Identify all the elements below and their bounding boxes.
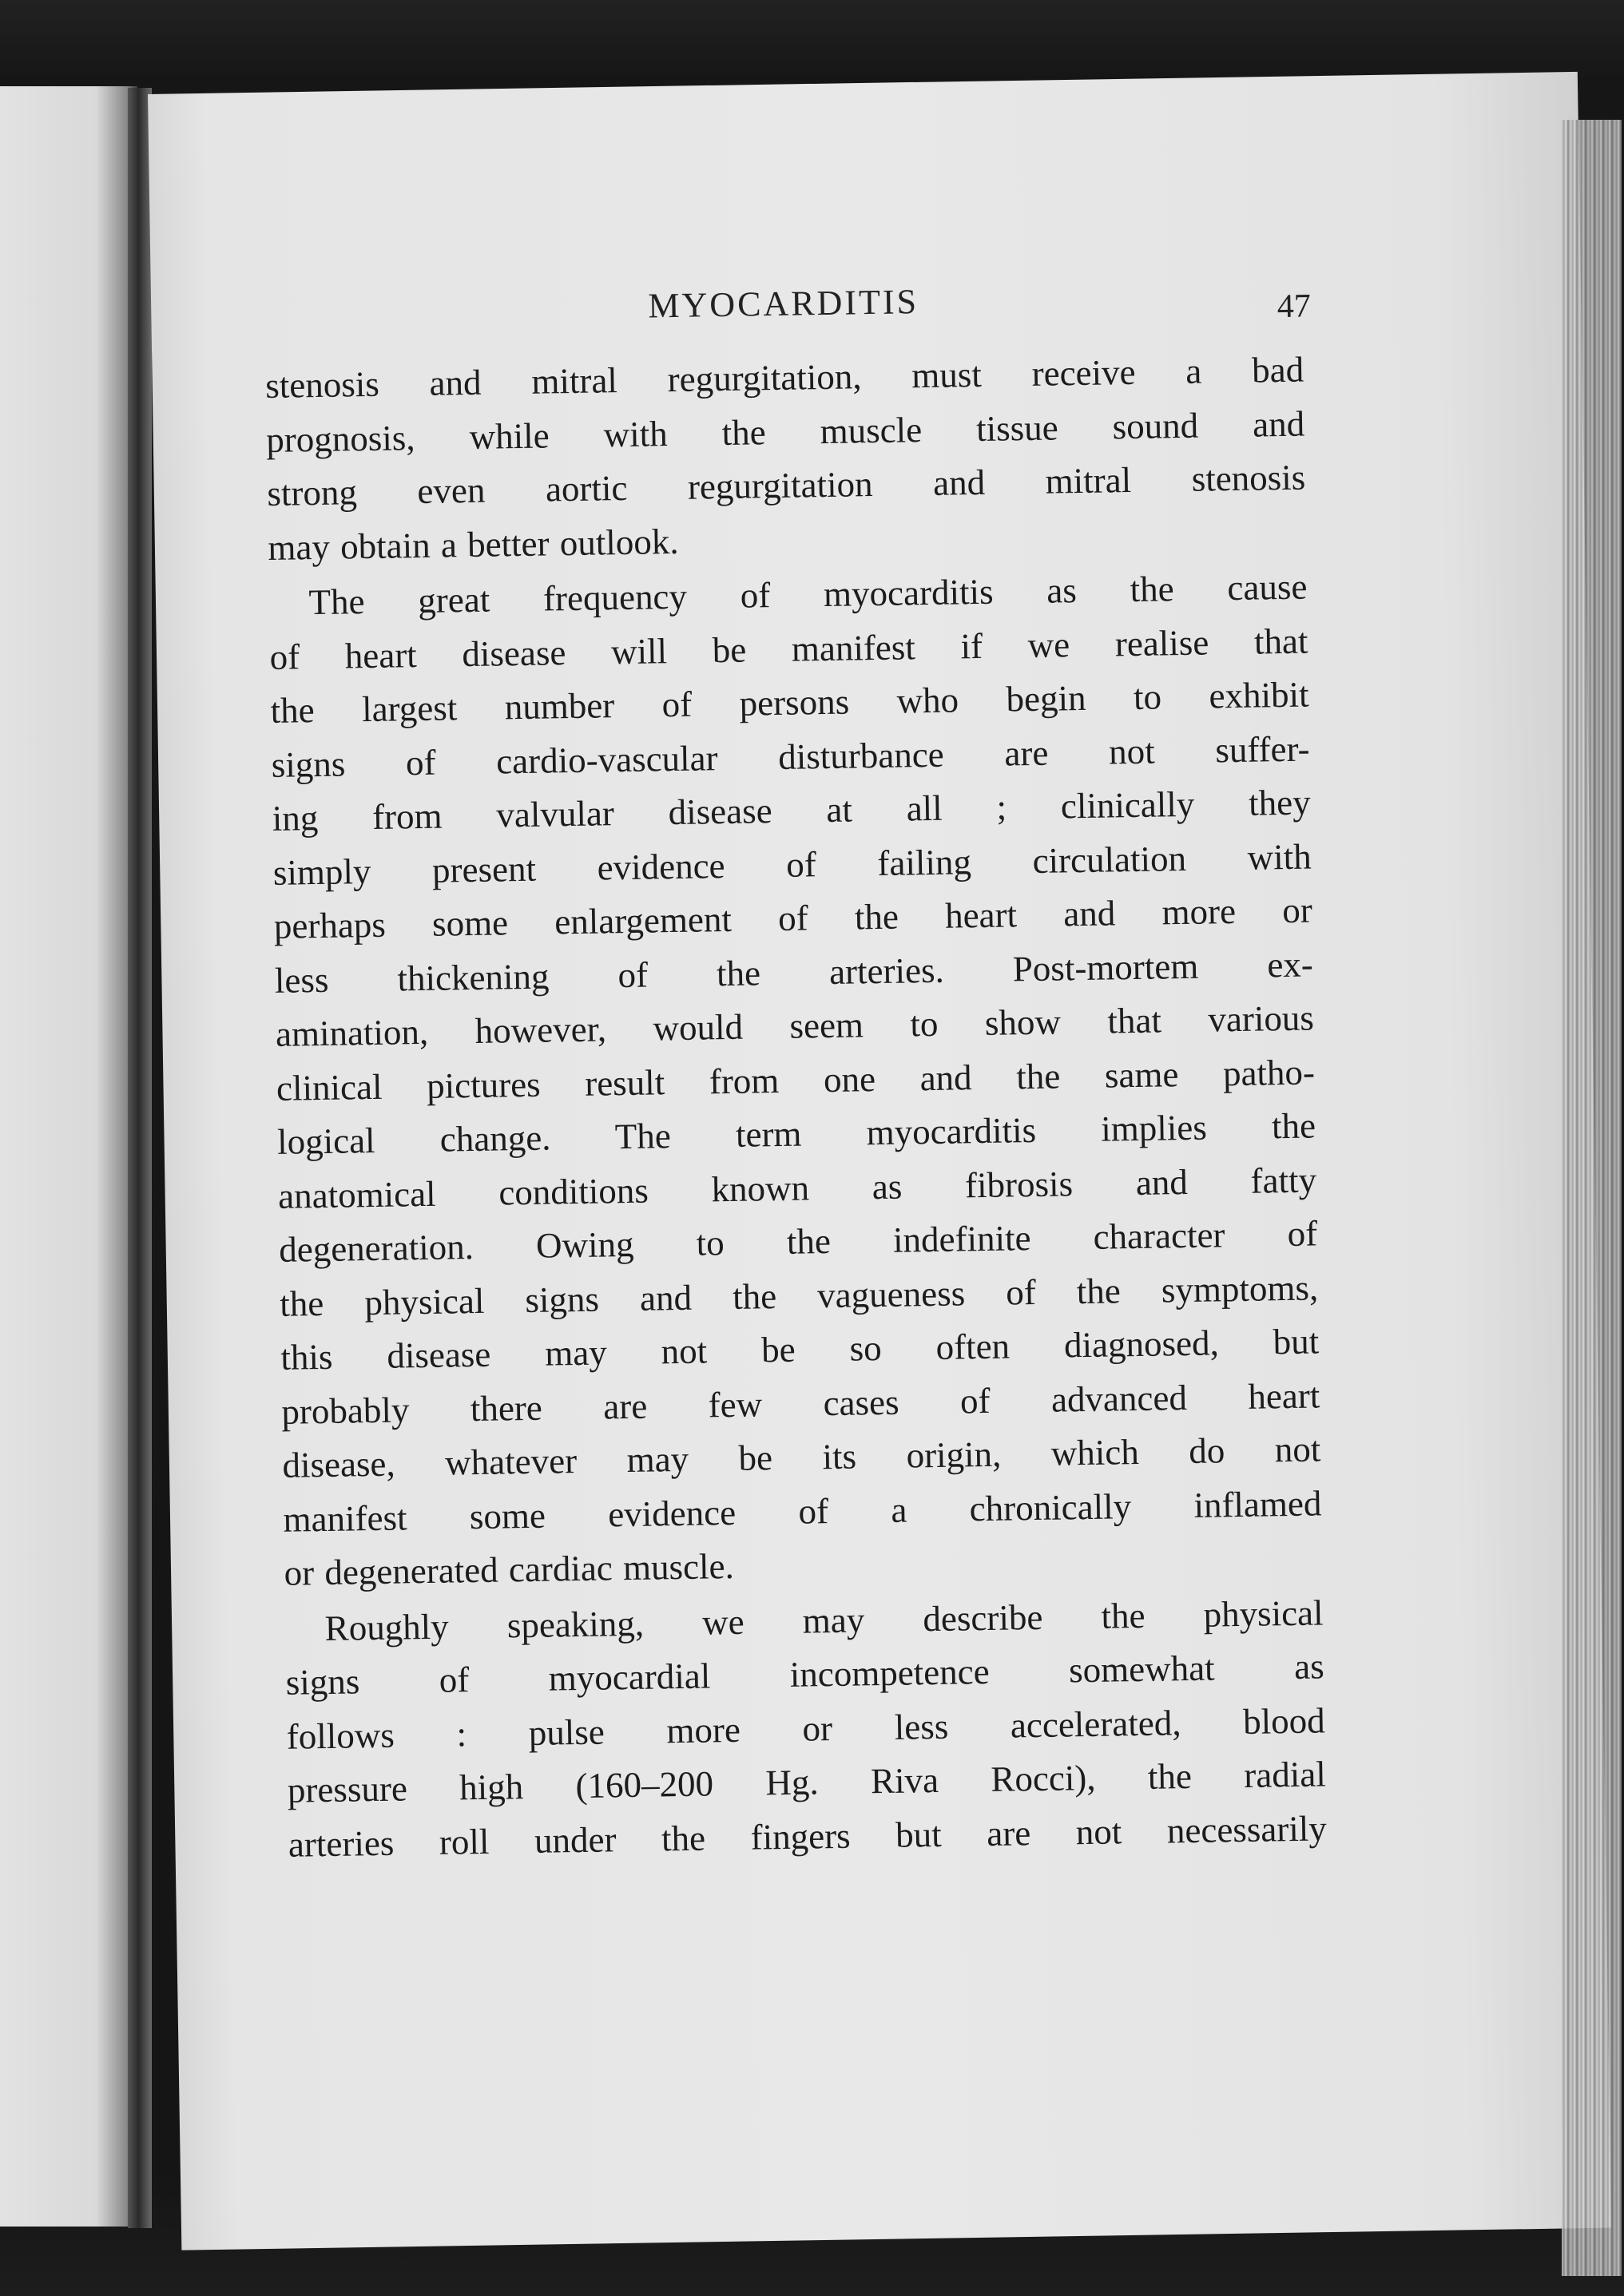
text-line: the physical signs and the vagueness of the symptoms, [279, 1267, 1319, 1324]
text-line: degeneration. Owing to the indefinite character of [278, 1213, 1318, 1270]
text-line: perhaps some enlargement of the heart and more or [273, 890, 1313, 946]
text-line: follows : pulse more or less accelerated, blood [286, 1699, 1326, 1757]
text-line: signs of myocardial incompetence somewhat as [285, 1646, 1324, 1703]
text-line: probably there are few cases of advanced heart [281, 1374, 1320, 1432]
running-head [264, 256, 1312, 359]
text-line: logical change. The term myocarditis implies the [276, 1105, 1316, 1162]
text-line: of heart disease will be manifest if we realise that [269, 621, 1308, 677]
text-line: strong even aortic regurgitation and mitral stenosis [266, 457, 1306, 514]
text-line: Roughly speaking, we may describe the physical [324, 1592, 1324, 1648]
text-line: or degenerated cardiac muscle. [284, 1545, 735, 1593]
text-line: less thickening of the arteries. Post-mortem ex- [274, 943, 1314, 1001]
text-line: may obtain a better outlook. [268, 521, 679, 568]
text-line: arteries roll under the fingers but are not necessarily [288, 1807, 1328, 1865]
text-line: prognosis, while with the muscle tissue sound and [265, 403, 1305, 460]
text-line: The great frequency of myocarditis as the cause [308, 566, 1308, 623]
text-line: stenosis and mitral regurgitation, must receive a bad [264, 349, 1304, 406]
text-line: clinical pictures result from one and the same patho- [276, 1051, 1316, 1108]
page-number: 47 [1277, 287, 1312, 326]
page-text-block [264, 256, 1327, 1872]
text-line: manifest some evidence of a chronically inflamed [283, 1482, 1322, 1540]
running-title: MYOCARDITIS [648, 282, 919, 326]
text-line: pressure high (160–200 Hg. Riva Rocci), the radial [287, 1754, 1327, 1810]
text-line: simply present evidence of failing circulation with [272, 835, 1312, 893]
text-line: amination, however, would seem to show that various [275, 997, 1315, 1054]
paragraph-1 [265, 343, 1307, 575]
previous-page-edge [0, 86, 137, 2227]
paragraph-3 [284, 1586, 1327, 1872]
text-line: this disease may not be so often diagnosed, but [280, 1321, 1320, 1378]
text-line: anatomical conditions known as fibrosis and fatty [277, 1159, 1317, 1216]
paragraph-2 [268, 561, 1323, 1601]
text-line: disease, whatever may be its origin, which do not [282, 1429, 1321, 1485]
text-line: signs of cardio-vascular disturbance are not suffer- [271, 728, 1310, 785]
book-gutter [128, 88, 152, 2228]
text-line: the largest number of persons who begin to exhibit [270, 674, 1309, 731]
page-edges [1562, 120, 1622, 2276]
text-line: ing from valvular disease at all ; clinically they [272, 782, 1311, 839]
